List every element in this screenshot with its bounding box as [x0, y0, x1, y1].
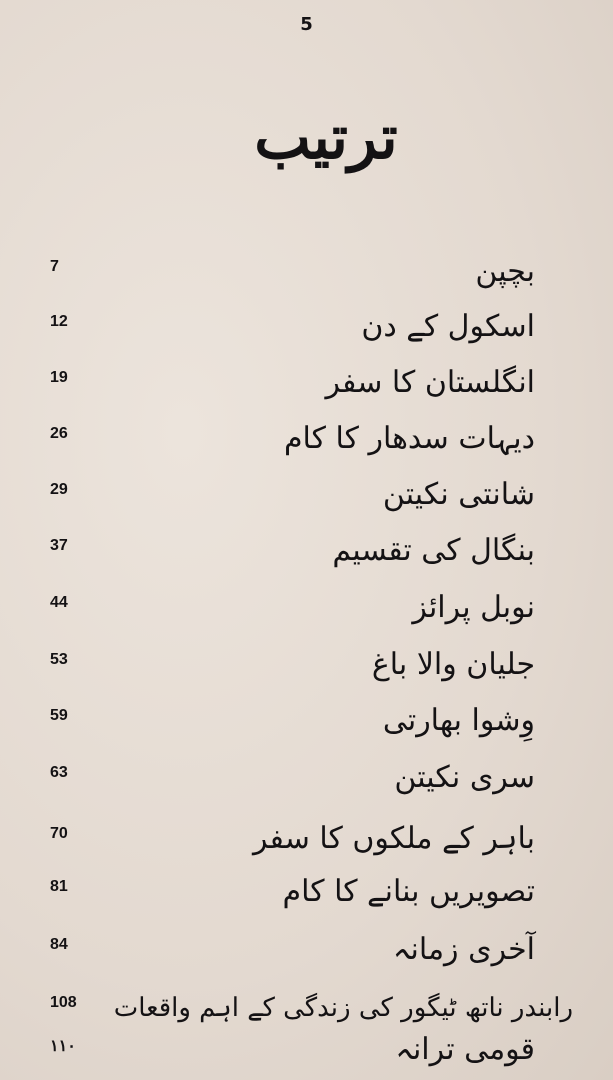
- toc-page-number: 37: [50, 537, 68, 554]
- toc-entry: [0, 864, 613, 920]
- toc-chapter-title: اسکول کے دن: [361, 309, 535, 344]
- toc-chapter-title: رابندر ناتھ ٹیگور کی زندگی کے اہم واقعات: [113, 993, 573, 1023]
- toc-entry: [0, 811, 613, 867]
- toc-entry: [0, 580, 613, 636]
- toc-page-number: 44: [50, 594, 68, 611]
- toc-page-number: 108: [50, 994, 77, 1011]
- toc-chapter-title: نوبل پرائز: [412, 590, 535, 625]
- toc-chapter-title: سری نکیتن: [394, 760, 535, 795]
- toc-chapter-title: بنگال کی تقسیم: [332, 533, 535, 568]
- toc-chapter-title: تصویریں بنانے کا کام: [282, 874, 535, 909]
- toc-page-number: 70: [50, 825, 68, 842]
- toc-chapter-title: شانتی نکیتن: [382, 477, 535, 512]
- toc-page-number: ۱۱۰: [50, 1038, 76, 1055]
- toc-entry: [0, 922, 613, 978]
- toc-page-number: 7: [50, 258, 59, 275]
- toc-entry: [0, 637, 613, 693]
- toc-page-number: 12: [50, 313, 68, 330]
- toc-entry: [0, 1022, 613, 1078]
- toc-chapter-title: جلیان والا باغ: [371, 647, 535, 682]
- toc-entry: [0, 299, 613, 355]
- toc-entry: [0, 244, 613, 300]
- toc-chapter-title: آخری زمانہ: [392, 932, 535, 967]
- page-number: 5: [300, 14, 313, 35]
- toc-page-number: 84: [50, 936, 68, 953]
- toc-chapter-title: باہر کے ملکوں کا سفر: [252, 821, 535, 856]
- toc-page-number: 19: [50, 369, 68, 386]
- page-title: ترتیب: [254, 103, 398, 173]
- toc-chapter-title: بچپن: [475, 254, 535, 289]
- toc-entry: [0, 411, 613, 467]
- toc-chapter-title: دیہات سدھار کا کام: [283, 421, 535, 456]
- toc-page-number: 53: [50, 651, 68, 668]
- toc-entry: [0, 750, 613, 806]
- toc-page-number: 26: [50, 425, 68, 442]
- toc-page-number: 63: [50, 764, 68, 781]
- toc-entry: [0, 523, 613, 579]
- toc-chapter-title: قومی ترانہ: [395, 1032, 535, 1067]
- toc-chapter-title: انگلستان کا سفر: [325, 365, 535, 400]
- toc-page-number: 59: [50, 707, 68, 724]
- toc-entry: [0, 355, 613, 411]
- toc-entry: [0, 693, 613, 749]
- toc-chapter-title: وِشوا بھارتی: [382, 703, 535, 738]
- toc-page-number: 81: [50, 878, 68, 895]
- toc-entry: [0, 467, 613, 523]
- toc-page-number: 29: [50, 481, 68, 498]
